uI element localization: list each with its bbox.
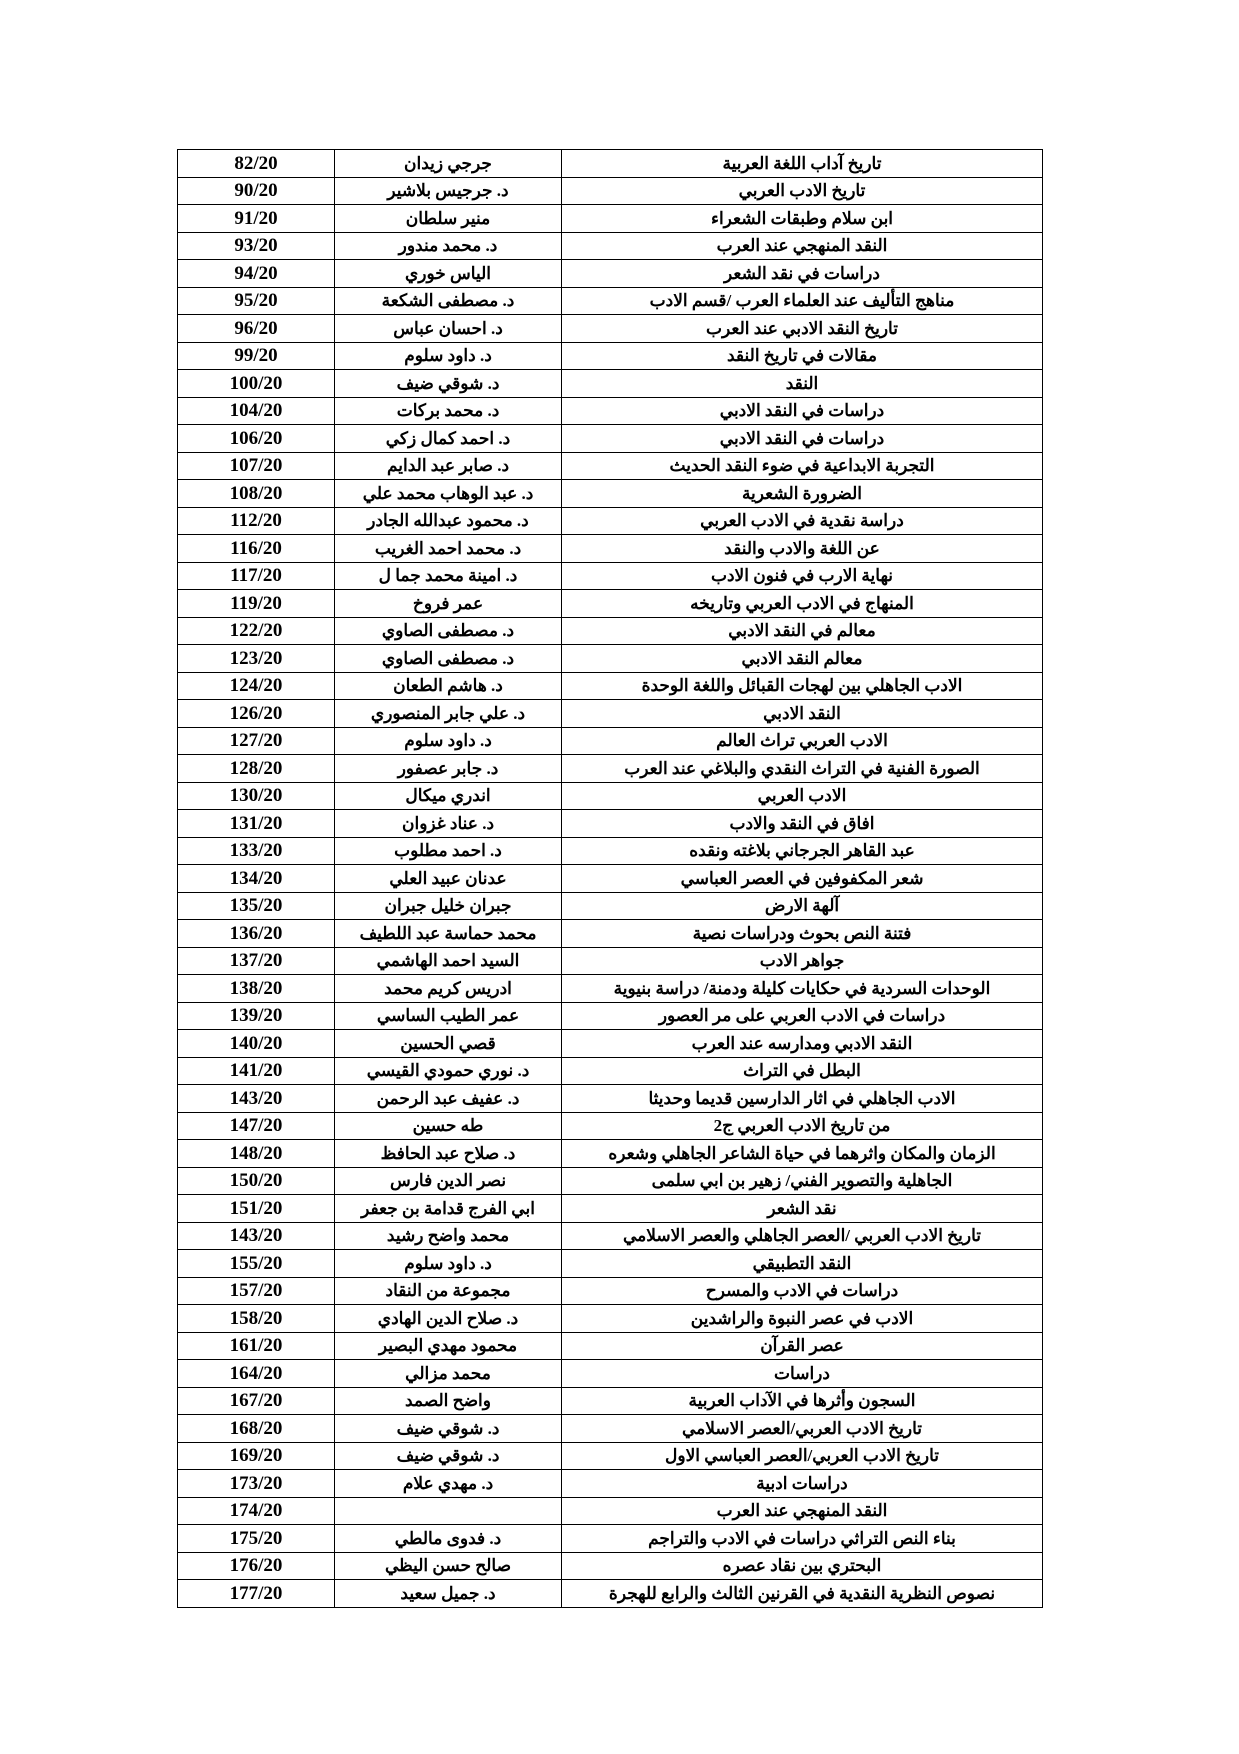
table-row [178,177,1043,205]
table-row [178,947,1043,975]
table-row [178,727,1043,755]
author-cell: د. مصطفى الصاوي [335,645,562,673]
table-row [178,1442,1043,1470]
call-number-cell: 131/20 [178,810,335,838]
call-number-cell: 127/20 [178,727,335,755]
table-row [178,1552,1043,1580]
author-cell: جرجي زيدان [335,150,562,178]
call-number-cell: 124/20 [178,672,335,700]
call-number-cell: 140/20 [178,1030,335,1058]
book-title-cell: دراسات في النقد الادبي [562,425,1043,453]
book-title-cell: دراسات في الادب العربي على مر العصور [562,1002,1043,1030]
author-cell: ادريس كريم محمد [335,975,562,1003]
author-cell: د. عبد الوهاب محمد علي [335,480,562,508]
book-title-cell: دراسات في الادب والمسرح [562,1277,1043,1305]
book-title-cell: جواهر الادب [562,947,1043,975]
table-row [178,1222,1043,1250]
table-row [178,1167,1043,1195]
call-number-cell: 123/20 [178,645,335,673]
table-row [178,1525,1043,1553]
book-title-cell: الوحدات السردية في حكايات كليلة ودمنة/ دراسة بنيوية [562,975,1043,1003]
book-title-cell: النقد [562,370,1043,398]
table-row [178,425,1043,453]
author-cell: د. محمد بركات [335,397,562,425]
book-title-cell: معالم في النقد الادبي [562,617,1043,645]
book-title-cell: عن اللغة والادب والنقد [562,535,1043,563]
author-cell: طه حسين [335,1112,562,1140]
call-number-cell: 143/20 [178,1222,335,1250]
book-title-cell: السجون وأثرها في الآداب العربية [562,1387,1043,1415]
author-cell: د. مصطفى الصاوي [335,617,562,645]
author-cell: د. علي جابر المنصوري [335,700,562,728]
book-title-cell: نصوص النظرية النقدية في القرنين الثالث والرابع للهجرة [562,1580,1043,1608]
table-row [178,672,1043,700]
author-cell: د. صلاح الدين الهادي [335,1305,562,1333]
author-cell: اندري ميكال [335,782,562,810]
table-row [178,810,1043,838]
book-title-cell: نهاية الارب في فنون الادب [562,562,1043,590]
book-title-cell: افاق في النقد والادب [562,810,1043,838]
table-row [178,892,1043,920]
table-row [178,1580,1043,1608]
call-number-cell: 143/20 [178,1085,335,1113]
book-title-cell: الادب الجاهلي بين لهجات القبائل واللغة الوحدة [562,672,1043,700]
table-row [178,150,1043,178]
book-title-cell: الادب الجاهلي في اثار الدارسين قديما وحديثا [562,1085,1043,1113]
call-number-cell: 94/20 [178,260,335,288]
author-cell: د. عناد غزوان [335,810,562,838]
call-number-cell: 99/20 [178,342,335,370]
catalog-table-body [178,150,1043,1608]
author-cell: السيد احمد الهاشمي [335,947,562,975]
table-row [178,865,1043,893]
table-row [178,645,1043,673]
book-title-cell: دراسات [562,1360,1043,1388]
call-number-cell: 93/20 [178,232,335,260]
book-title-cell: النقد المنهجي عند العرب [562,1497,1043,1525]
book-title-cell: شعر المكفوفين في العصر العباسي [562,865,1043,893]
call-number-cell: 174/20 [178,1497,335,1525]
book-title-cell: تاريخ الادب العربي [562,177,1043,205]
book-title-cell: معالم النقد الادبي [562,645,1043,673]
table-row [178,1332,1043,1360]
table-row [178,1085,1043,1113]
author-cell: د. محمد احمد الغريب [335,535,562,563]
book-title-cell: دراسات في نقد الشعر [562,260,1043,288]
call-number-cell: 157/20 [178,1277,335,1305]
author-cell: د. جميل سعيد [335,1580,562,1608]
table-row [178,1277,1043,1305]
book-title-cell: الادب العربي [562,782,1043,810]
call-number-cell: 134/20 [178,865,335,893]
call-number-cell: 100/20 [178,370,335,398]
book-title-cell: التجربة الابداعية في ضوء النقد الحديث [562,452,1043,480]
author-cell: د. جرجيس بلاشير [335,177,562,205]
book-title-cell: النقد الادبي ومدارسه عند العرب [562,1030,1043,1058]
table-row [178,287,1043,315]
book-title-cell: بناء النص التراثي دراسات في الادب والتراجم [562,1525,1043,1553]
book-title-cell: الادب العربي تراث العالم [562,727,1043,755]
book-title-cell: الزمان والمكان واثرهما في حياة الشاعر الجاهلي وشعره [562,1140,1043,1168]
author-cell: محمد مزالي [335,1360,562,1388]
call-number-cell: 108/20 [178,480,335,508]
book-title-cell: البحتري بين نقاد عصره [562,1552,1043,1580]
call-number-cell: 119/20 [178,590,335,618]
table-row [178,1415,1043,1443]
book-title-cell: البطل في التراث [562,1057,1043,1085]
author-cell: د. مصطفى الشكعة [335,287,562,315]
book-title-cell: آلهة الارض [562,892,1043,920]
call-number-cell: 169/20 [178,1442,335,1470]
book-title-cell: تاريخ الادب العربي /العصر الجاهلي والعصر الاسلامي [562,1222,1043,1250]
author-cell: ابي الفرج قدامة بن جعفر [335,1195,562,1223]
table-row [178,1195,1043,1223]
author-cell: منير سلطان [335,205,562,233]
table-row [178,260,1043,288]
author-cell: د. احمد مطلوب [335,837,562,865]
call-number-cell: 177/20 [178,1580,335,1608]
author-cell: د. محمود عبدالله الجادر [335,507,562,535]
author-cell: د. محمد مندور [335,232,562,260]
call-number-cell: 173/20 [178,1470,335,1498]
call-number-cell: 164/20 [178,1360,335,1388]
table-row [178,480,1043,508]
book-title-cell: من تاريخ الادب العربي ج2 [562,1112,1043,1140]
table-row [178,507,1043,535]
author-cell: قصي الحسين [335,1030,562,1058]
call-number-cell: 175/20 [178,1525,335,1553]
book-title-cell: نقد الشعر [562,1195,1043,1223]
table-row [178,232,1043,260]
call-number-cell: 135/20 [178,892,335,920]
table-row [178,315,1043,343]
call-number-cell: 133/20 [178,837,335,865]
author-cell: صالح حسن اليظي [335,1552,562,1580]
author-cell: الياس خوري [335,260,562,288]
author-cell: مجموعة من النقاد [335,1277,562,1305]
table-row [178,205,1043,233]
call-number-cell: 91/20 [178,205,335,233]
table-row [178,1470,1043,1498]
call-number-cell: 158/20 [178,1305,335,1333]
table-row [178,920,1043,948]
book-title-cell: الادب في عصر النبوة والراشدين [562,1305,1043,1333]
call-number-cell: 168/20 [178,1415,335,1443]
book-title-cell: الجاهلية والتصوير الفني/ زهير بن ابي سلمى [562,1167,1043,1195]
author-cell: محمد واضح رشيد [335,1222,562,1250]
book-title-cell: النقد المنهجي عند العرب [562,232,1043,260]
book-title-cell: تاريخ الادب العربي/العصر العباسي الاول [562,1442,1043,1470]
author-cell: محمود مهدي البصير [335,1332,562,1360]
table-row [178,1305,1043,1333]
author-cell: عمر الطيب الساسي [335,1002,562,1030]
book-title-cell: مناهج التأليف عند العلماء العرب /قسم الادب [562,287,1043,315]
author-cell: د. شوقي ضيف [335,370,562,398]
author-cell: واضح الصمد [335,1387,562,1415]
call-number-cell: 136/20 [178,920,335,948]
table-row [178,1002,1043,1030]
table-row [178,1112,1043,1140]
call-number-cell: 137/20 [178,947,335,975]
author-cell: د. صابر عبد الدايم [335,452,562,480]
book-title-cell: الضرورة الشعرية [562,480,1043,508]
call-number-cell: 155/20 [178,1250,335,1278]
author-cell: د. احسان عباس [335,315,562,343]
call-number-cell: 90/20 [178,177,335,205]
table-row [178,617,1043,645]
call-number-cell: 104/20 [178,397,335,425]
author-cell: د. نوري حمودي القيسي [335,1057,562,1085]
author-cell: د. هاشم الطعان [335,672,562,700]
book-title-cell: ابن سلام وطبقات الشعراء [562,205,1043,233]
book-title-cell: تاريخ الادب العربي/العصر الاسلامي [562,1415,1043,1443]
call-number-cell: 161/20 [178,1332,335,1360]
call-number-cell: 117/20 [178,562,335,590]
table-row [178,1057,1043,1085]
book-title-cell: تاريخ النقد الادبي عند العرب [562,315,1043,343]
book-title-cell: مقالات في تاريخ النقد [562,342,1043,370]
table-row [178,1140,1043,1168]
call-number-cell: 112/20 [178,507,335,535]
call-number-cell: 95/20 [178,287,335,315]
author-cell: د. داود سلوم [335,1250,562,1278]
book-title-cell: عبد القاهر الجرجاني بلاغته ونقده [562,837,1043,865]
author-cell: د. داود سلوم [335,342,562,370]
table-row [178,700,1043,728]
book-title-cell: دراسة نقدية في الادب العربي [562,507,1043,535]
book-title-cell: النقد الادبي [562,700,1043,728]
call-number-cell: 96/20 [178,315,335,343]
call-number-cell: 107/20 [178,452,335,480]
table-row [178,370,1043,398]
call-number-cell: 126/20 [178,700,335,728]
table-row [178,755,1043,783]
author-cell: عمر فروخ [335,590,562,618]
author-cell: د. شوقي ضيف [335,1442,562,1470]
table-row [178,837,1043,865]
author-cell: د. جابر عصفور [335,755,562,783]
book-title-cell: المنهاج في الادب العربي وتاريخه [562,590,1043,618]
call-number-cell: 141/20 [178,1057,335,1085]
table-row [178,397,1043,425]
table-row [178,535,1043,563]
table-row [178,1497,1043,1525]
author-cell: نصر الدين فارس [335,1167,562,1195]
table-row [178,1360,1043,1388]
table-row [178,562,1043,590]
author-cell: جبران خليل جبران [335,892,562,920]
book-title-cell: دراسات ادبية [562,1470,1043,1498]
call-number-cell: 147/20 [178,1112,335,1140]
call-number-cell: 151/20 [178,1195,335,1223]
book-title-cell: النقد التطبيقي [562,1250,1043,1278]
book-title-cell: عصر القرآن [562,1332,1043,1360]
author-cell: د. مهدي علام [335,1470,562,1498]
call-number-cell: 176/20 [178,1552,335,1580]
book-title-cell: فتنة النص بحوث ودراسات نصية [562,920,1043,948]
book-title-cell: دراسات في النقد الادبي [562,397,1043,425]
call-number-cell: 116/20 [178,535,335,563]
table-row [178,1387,1043,1415]
author-cell: د. احمد كمال زكي [335,425,562,453]
call-number-cell: 150/20 [178,1167,335,1195]
table-row [178,782,1043,810]
call-number-cell: 167/20 [178,1387,335,1415]
call-number-cell: 106/20 [178,425,335,453]
author-cell: عدنان عبيد العلي [335,865,562,893]
author-cell: محمد حماسة عبد اللطيف [335,920,562,948]
author-cell: د. داود سلوم [335,727,562,755]
call-number-cell: 130/20 [178,782,335,810]
table-row [178,975,1043,1003]
author-cell [335,1497,562,1525]
book-title-cell: تاريخ آداب اللغة العربية [562,150,1043,178]
author-cell: د. صلاح عبد الحافظ [335,1140,562,1168]
table-row [178,452,1043,480]
table-row [178,342,1043,370]
call-number-cell: 139/20 [178,1002,335,1030]
author-cell: د. عفيف عبد الرحمن [335,1085,562,1113]
call-number-cell: 122/20 [178,617,335,645]
call-number-cell: 148/20 [178,1140,335,1168]
call-number-cell: 138/20 [178,975,335,1003]
call-number-cell: 82/20 [178,150,335,178]
catalog-table [177,149,1043,1608]
author-cell: د. شوقي ضيف [335,1415,562,1443]
call-number-cell: 128/20 [178,755,335,783]
table-row [178,1250,1043,1278]
author-cell: د. امينة محمد جما ل [335,562,562,590]
table-row [178,590,1043,618]
table-row [178,1030,1043,1058]
author-cell: د. فدوى مالطي [335,1525,562,1553]
book-title-cell: الصورة الفنية في التراث النقدي والبلاغي عند العرب [562,755,1043,783]
